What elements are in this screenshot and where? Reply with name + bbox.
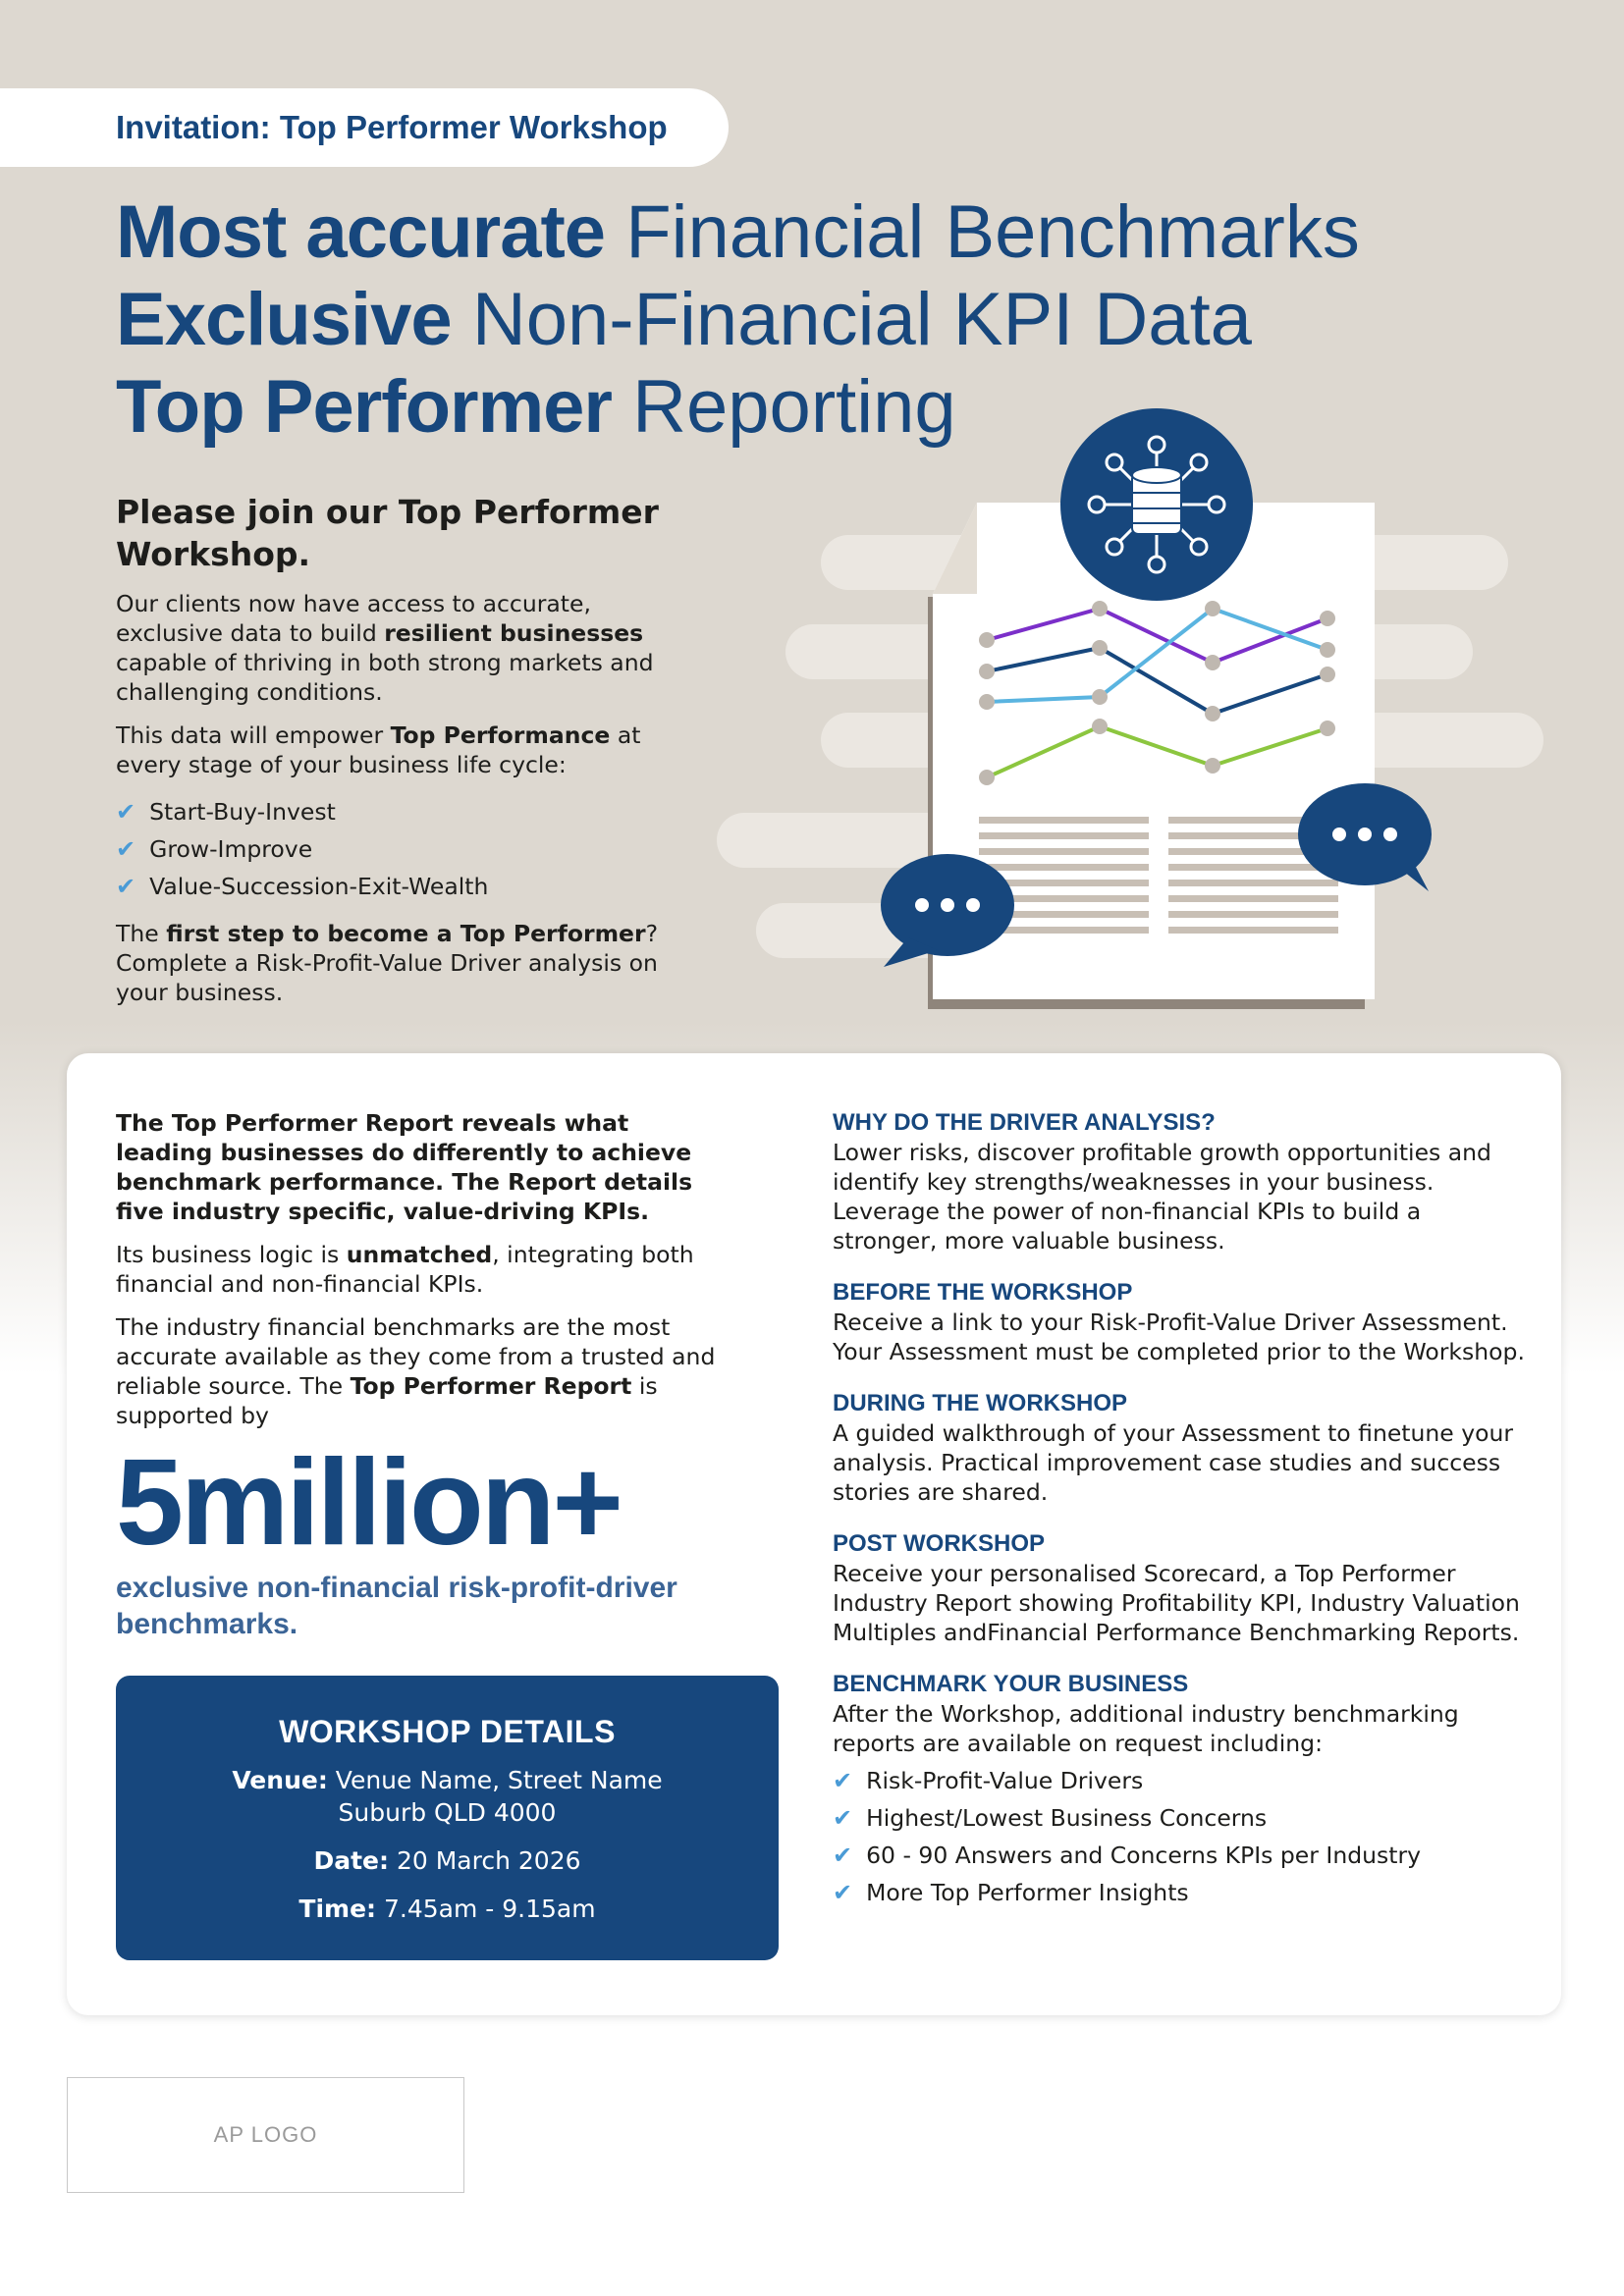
- list-item: ✔ Start-Buy-Invest: [116, 793, 666, 830]
- big-stat: 5million+: [116, 1435, 621, 1571]
- list-item: ✔ Grow-Improve: [116, 830, 666, 868]
- list-item: ✔ Risk-Profit-Value Drivers: [833, 1762, 1530, 1799]
- headline-1-bold: Most accurate: [116, 190, 606, 274]
- check-icon: ✔: [833, 1804, 853, 1832]
- check-icon: ✔: [833, 1767, 853, 1794]
- logo-placeholder: [67, 2077, 464, 2193]
- time-row: Time: 7.45am - 9.15am: [298, 1895, 596, 1923]
- section-heading: BENCHMARK YOUR BUSINESS: [833, 1671, 1189, 1697]
- section-text: Receive your personalised Scorecard, a Top Performer Industry Report showing Profitability KPI, Industry Valuation Multiples andFinancial Performance Benchmarking Reports.: [833, 1560, 1520, 1646]
- reports-list: [833, 1762, 1530, 1911]
- intro-paragraph-2: This data will empower Top Performance at every stage of your business life cycle:: [116, 721, 641, 778]
- headline-3-bold: Top Performer: [116, 365, 613, 449]
- check-icon: ✔: [116, 835, 136, 863]
- intro-heading: Please join our Top Performer Workshop.: [116, 493, 659, 573]
- workshop-steps: [833, 1108, 1530, 1911]
- check-icon: ✔: [833, 1879, 853, 1906]
- check-icon: ✔: [833, 1842, 853, 1869]
- report-illustration: [707, 393, 1610, 1021]
- database-network-icon: [1060, 408, 1253, 601]
- logo-text: AP LOGO: [213, 2122, 318, 2147]
- report-paragraph-2: The industry financial benchmarks are the most accurate available as they come from a trusted and reliable source. The Top Performer Report is supported by: [116, 1313, 716, 1429]
- section-text: Lower risks, discover profitable growth opportunities and identify key strengths/weaknesses in your business. Leverage the power of non-financial KPIs to build a stronger, more valuable business.: [833, 1139, 1491, 1255]
- invitation-title: Invitation: Top Performer Workshop: [116, 109, 668, 145]
- headline-2-light: Non-Financial KPI Data: [471, 278, 1252, 361]
- date-row: Date: 20 March 2026: [313, 1846, 581, 1875]
- headline-2-bold: Exclusive: [116, 278, 452, 361]
- report-lead: The Top Performer Report reveals what leading businesses do differently to achieve benchmark performance. The Report details five industry specific, value-driving KPIs.: [116, 1109, 693, 1225]
- section-text: A guided walkthrough of your Assessment to finetune your analysis. Practical improvement case studies and success stories are shared.: [833, 1419, 1514, 1506]
- report-paragraph-1: Its business logic is unmatched, integrating both financial and non-financial KPIs.: [116, 1241, 694, 1298]
- list-item: ✔ More Top Performer Insights: [833, 1874, 1530, 1911]
- headline-2: [116, 276, 1360, 363]
- workshop-details-box: [116, 1676, 779, 1960]
- invitation-tab: [0, 88, 729, 167]
- workshop-details-title: WORKSHOP DETAILS: [279, 1714, 616, 1749]
- section-text: After the Workshop, additional industry benchmarking reports are available on request including:: [833, 1700, 1459, 1757]
- section-heading: DURING THE WORKSHOP: [833, 1390, 1127, 1416]
- section-heading: POST WORKSHOP: [833, 1530, 1046, 1557]
- headline-3-light: Reporting: [632, 365, 956, 449]
- list-item: ✔ 60 - 90 Answers and Concerns KPIs per Industry: [833, 1837, 1530, 1874]
- check-icon: ✔: [116, 798, 136, 826]
- info-card: [67, 1053, 1561, 2015]
- headline-1-light: Financial Benchmarks: [625, 190, 1360, 274]
- lifecycle-list: [116, 793, 666, 905]
- list-item: ✔ Value-Succession-Exit-Wealth: [116, 868, 666, 905]
- section-heading: BEFORE THE WORKSHOP: [833, 1279, 1133, 1306]
- section-text: Receive a link to your Risk-Profit-Value Driver Assessment. Your Assessment must be completed prior to the Workshop.: [833, 1308, 1525, 1365]
- intro-paragraph-3: The first step to become a Top Performer? Complete a Risk-Profit-Value Driver analysis on your business.: [116, 920, 659, 1006]
- check-icon: ✔: [116, 873, 136, 900]
- section-heading: WHY DO THE DRIVER ANALYSIS?: [833, 1109, 1216, 1136]
- intro-section: [116, 491, 666, 1021]
- report-summary: [116, 1108, 730, 1642]
- venue-row-2: Suburb QLD 4000: [338, 1798, 557, 1827]
- list-item: ✔ Highest/Lowest Business Concerns: [833, 1799, 1530, 1837]
- headline-1: [116, 188, 1360, 276]
- big-stat-caption: exclusive non-financial risk-profit-driver benchmarks.: [116, 1572, 677, 1640]
- venue-row: Venue: Venue Name, Street Name: [232, 1766, 663, 1794]
- intro-paragraph-1: Our clients now have access to accurate, exclusive data to build resilient businesses capable of thriving in both strong markets and challenging conditions.: [116, 590, 654, 706]
